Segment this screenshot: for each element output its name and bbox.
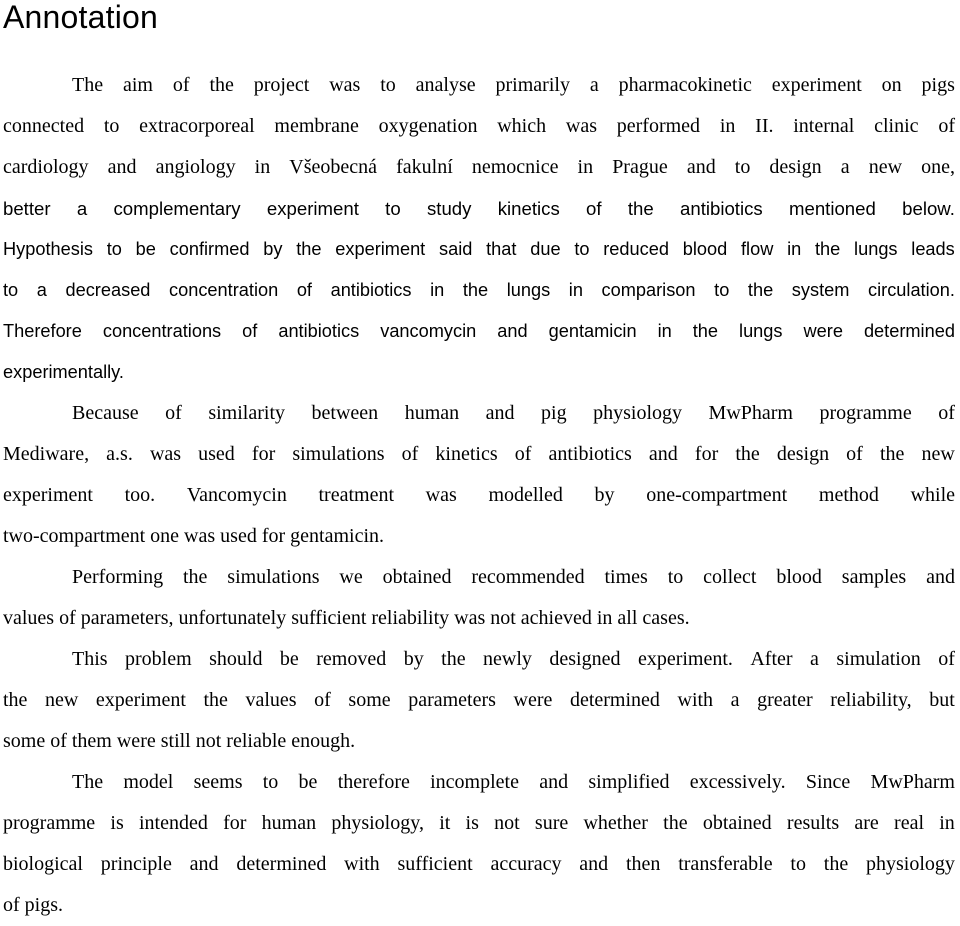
word: to: [574, 239, 590, 259]
page-title: Annotation: [3, 0, 159, 35]
word: pig: [541, 402, 567, 424]
word: extracorporeal: [139, 115, 255, 137]
word: angiology: [155, 156, 236, 178]
word: the: [182, 566, 208, 588]
word: experiment: [771, 74, 862, 96]
word: After: [750, 648, 793, 670]
word: method: [818, 484, 879, 506]
word: incomplete: [430, 771, 519, 793]
word: values: [245, 689, 297, 711]
word: in: [430, 280, 445, 300]
word: not: [494, 812, 520, 834]
word: real: [894, 812, 925, 834]
text-line: [3, 311, 955, 352]
word: transferable: [678, 853, 773, 875]
word: decreased: [65, 280, 151, 300]
word: in: [254, 156, 271, 178]
word: the: [462, 280, 489, 300]
word: one,: [921, 156, 955, 178]
word: Vancomycin: [186, 484, 287, 506]
word: problem: [125, 648, 192, 670]
word: performed: [616, 115, 701, 137]
word: whether: [583, 812, 648, 834]
word: in: [577, 156, 594, 178]
word: determined: [236, 853, 327, 875]
word: experiment: [266, 198, 359, 219]
text-line: [3, 803, 955, 844]
word: samples: [841, 566, 907, 588]
word: determined: [863, 321, 955, 341]
word: is: [465, 812, 479, 834]
word: of: [514, 443, 532, 465]
word: accuracy: [490, 853, 562, 875]
word: to: [790, 853, 806, 875]
word: to: [714, 280, 730, 300]
word: determined: [569, 689, 660, 711]
word: internal: [793, 115, 855, 137]
word: on: [881, 74, 902, 96]
word: by: [403, 648, 424, 670]
word: of: [938, 115, 955, 137]
word: simulation: [836, 648, 921, 670]
word: clinic: [874, 115, 919, 137]
word: This: [72, 648, 108, 670]
word: of: [165, 402, 182, 424]
word: biological: [3, 853, 83, 875]
word: sure: [534, 812, 569, 834]
word: new: [921, 443, 955, 465]
word: to: [103, 115, 120, 137]
word: programme: [3, 812, 96, 834]
word: primarily: [495, 74, 570, 96]
word: and: [926, 566, 955, 588]
word: and: [485, 402, 515, 424]
word: in: [568, 280, 583, 300]
word: confirmed: [169, 239, 250, 259]
word: was: [565, 115, 597, 137]
word: the: [815, 239, 841, 259]
word: kinetics: [497, 198, 560, 219]
word: used: [198, 443, 235, 465]
word: comparison: [601, 280, 696, 300]
word: a.s.: [106, 443, 133, 465]
word: experiment.: [637, 648, 733, 670]
text-line: [3, 229, 955, 270]
word: and: [497, 321, 528, 341]
word: MwPharm: [708, 402, 793, 424]
word: of: [846, 443, 863, 465]
word: mentioned: [789, 198, 876, 219]
text-line: [3, 65, 955, 106]
word: be: [279, 648, 299, 670]
word: of: [938, 648, 955, 670]
word: collect: [703, 566, 757, 588]
word: and: [579, 853, 609, 875]
word: the: [296, 239, 322, 259]
word: Mediware,: [3, 443, 90, 465]
word: treatment: [318, 484, 395, 506]
word: to: [734, 156, 751, 178]
word: but: [929, 689, 955, 711]
word: between: [311, 402, 379, 424]
word: analyse: [415, 74, 476, 96]
text-line: [3, 106, 955, 147]
word: II.: [755, 115, 774, 137]
word: human: [261, 812, 317, 834]
text-line: [3, 844, 955, 885]
word: greater: [757, 689, 813, 711]
text-line: experimentally.: [3, 362, 124, 382]
word: human: [404, 402, 460, 424]
word: reliability,: [830, 689, 912, 711]
text-line: [3, 639, 955, 680]
word: fakulní: [396, 156, 453, 178]
word: of: [586, 198, 602, 219]
word: to: [262, 771, 279, 793]
word: simulations: [292, 443, 385, 465]
word: kinetics: [435, 443, 498, 465]
word: and: [189, 853, 219, 875]
word: physiology: [593, 402, 683, 424]
word: and: [107, 156, 137, 178]
word: to: [106, 239, 122, 259]
word: therefore: [337, 771, 410, 793]
word: the: [209, 74, 234, 96]
word: Všeobecná: [289, 156, 378, 178]
word: in: [719, 115, 736, 137]
text-line: some of them were still not reliable enough.: [3, 730, 356, 752]
word: Prague: [612, 156, 668, 178]
text-line: [3, 270, 955, 311]
word: antibiotics: [278, 321, 360, 341]
word: should: [209, 648, 263, 670]
word: we: [339, 566, 363, 588]
word: experiment: [95, 689, 186, 711]
word: complementary: [113, 198, 241, 219]
word: below.: [902, 198, 955, 219]
word: of: [296, 280, 312, 300]
word: newly: [483, 648, 532, 670]
word: due: [530, 239, 561, 259]
word: of: [172, 74, 190, 96]
word: Hypothesis: [3, 239, 93, 259]
word: the: [663, 812, 688, 834]
word: was: [329, 74, 361, 96]
text-line: [3, 393, 955, 434]
word: were: [513, 689, 553, 711]
word: oxygenation: [378, 115, 478, 137]
word: simulations: [227, 566, 320, 588]
word: the: [823, 853, 849, 875]
word: similarity: [208, 402, 286, 424]
word: be: [135, 239, 156, 259]
word: design: [769, 156, 822, 178]
word: reduced: [603, 239, 669, 259]
word: pigs: [921, 74, 955, 96]
word: excessively.: [689, 771, 786, 793]
word: that: [486, 239, 517, 259]
word: better: [3, 198, 51, 219]
word: vancomycin: [380, 321, 477, 341]
word: of: [314, 689, 331, 711]
word: in: [657, 321, 672, 341]
word: pharmacokinetic: [618, 74, 752, 96]
word: modelled: [488, 484, 563, 506]
word: a: [840, 156, 850, 178]
word: the: [203, 689, 228, 711]
word: a: [730, 689, 740, 711]
word: with: [344, 853, 380, 875]
word: a: [76, 198, 88, 219]
word: membrane: [274, 115, 359, 137]
word: for: [694, 443, 719, 465]
word: with: [677, 689, 714, 711]
word: the: [441, 648, 466, 670]
word: cardiology: [3, 156, 89, 178]
word: connected: [3, 115, 85, 137]
text-line: of pigs.: [3, 894, 63, 916]
text-line: [3, 434, 955, 475]
word: while: [910, 484, 955, 506]
word: is: [110, 812, 124, 834]
word: study: [426, 198, 472, 219]
word: physiology: [866, 853, 955, 875]
word: in: [787, 239, 802, 259]
word: of: [938, 402, 955, 424]
word: and: [648, 443, 678, 465]
word: Performing: [72, 566, 164, 588]
word: results: [786, 812, 840, 834]
word: project: [253, 74, 310, 96]
word: Therefore: [3, 321, 82, 341]
word: lungs: [854, 239, 898, 259]
text-line: [3, 557, 955, 598]
word: the: [879, 443, 905, 465]
word: to: [385, 198, 401, 219]
word: flow: [741, 239, 774, 259]
word: in: [939, 812, 955, 834]
word: for: [223, 812, 247, 834]
word: are: [854, 812, 879, 834]
word: sufficient: [397, 853, 473, 875]
word: gentamicin: [548, 321, 637, 341]
word: and: [539, 771, 569, 793]
word: antibiotics: [680, 198, 763, 219]
word: blood: [682, 239, 728, 259]
word: simplified: [588, 771, 670, 793]
word: to: [667, 566, 684, 588]
word: circulation.: [868, 280, 955, 300]
word: of: [242, 321, 258, 341]
word: for: [251, 443, 276, 465]
word: new: [45, 689, 79, 711]
word: the: [3, 689, 28, 711]
word: antibiotics: [548, 443, 632, 465]
annotation-body: [3, 65, 955, 926]
word: model: [123, 771, 174, 793]
word: the: [627, 198, 654, 219]
word: parameters: [408, 689, 496, 711]
word: physiology,: [331, 812, 424, 834]
word: too.: [124, 484, 156, 506]
word: the: [692, 321, 719, 341]
word: by: [263, 239, 283, 259]
word: were: [803, 321, 843, 341]
word: antibiotics: [330, 280, 412, 300]
word: was: [149, 443, 182, 465]
word: leads: [911, 239, 955, 259]
word: MwPharm: [870, 771, 955, 793]
word: obtained: [702, 812, 772, 834]
word: The: [72, 771, 104, 793]
word: removed: [316, 648, 387, 670]
word: a: [810, 648, 819, 670]
text-line: [3, 680, 955, 721]
word: designed: [549, 648, 621, 670]
word: times: [604, 566, 648, 588]
text-line: [3, 147, 955, 188]
word: it: [439, 812, 451, 834]
word: of: [401, 443, 419, 465]
word: be: [298, 771, 318, 793]
word: programme: [819, 402, 912, 424]
word: concentrations: [102, 321, 222, 341]
word: aim: [122, 74, 153, 96]
word: experiment: [335, 239, 426, 259]
word: said: [439, 239, 473, 259]
word: Since: [805, 771, 851, 793]
word: design: [776, 443, 830, 465]
word: a: [589, 74, 599, 96]
word: then: [625, 853, 661, 875]
word: the: [735, 443, 760, 465]
word: one-compartment: [646, 484, 788, 506]
text-line: [3, 475, 955, 516]
word: which: [497, 115, 547, 137]
word: principle: [100, 853, 172, 875]
word: some: [348, 689, 391, 711]
word: a: [36, 280, 47, 300]
word: new: [868, 156, 903, 178]
word: the: [747, 280, 774, 300]
text-line: [3, 188, 955, 229]
word: lungs: [739, 321, 783, 341]
word: by: [594, 484, 615, 506]
word: recommended: [471, 566, 585, 588]
word: nemocnice: [471, 156, 559, 178]
word: blood: [776, 566, 822, 588]
word: seems: [193, 771, 243, 793]
word: system: [791, 280, 850, 300]
text-line: two-compartment one was used for gentamicin.: [3, 525, 384, 547]
word: lungs: [506, 280, 551, 300]
word: to: [380, 74, 396, 96]
word: Because: [72, 402, 139, 424]
word: was: [425, 484, 457, 506]
word: and: [686, 156, 716, 178]
word: The: [72, 74, 104, 96]
text-line: [3, 762, 955, 803]
word: intended: [139, 812, 208, 834]
word: experiment: [3, 484, 93, 506]
word: to: [3, 280, 19, 300]
word: concentration: [169, 280, 279, 300]
word: obtained: [382, 566, 452, 588]
text-line: values of parameters, unfortunately sufficient reliability was not achieved in all cases.: [3, 607, 690, 629]
